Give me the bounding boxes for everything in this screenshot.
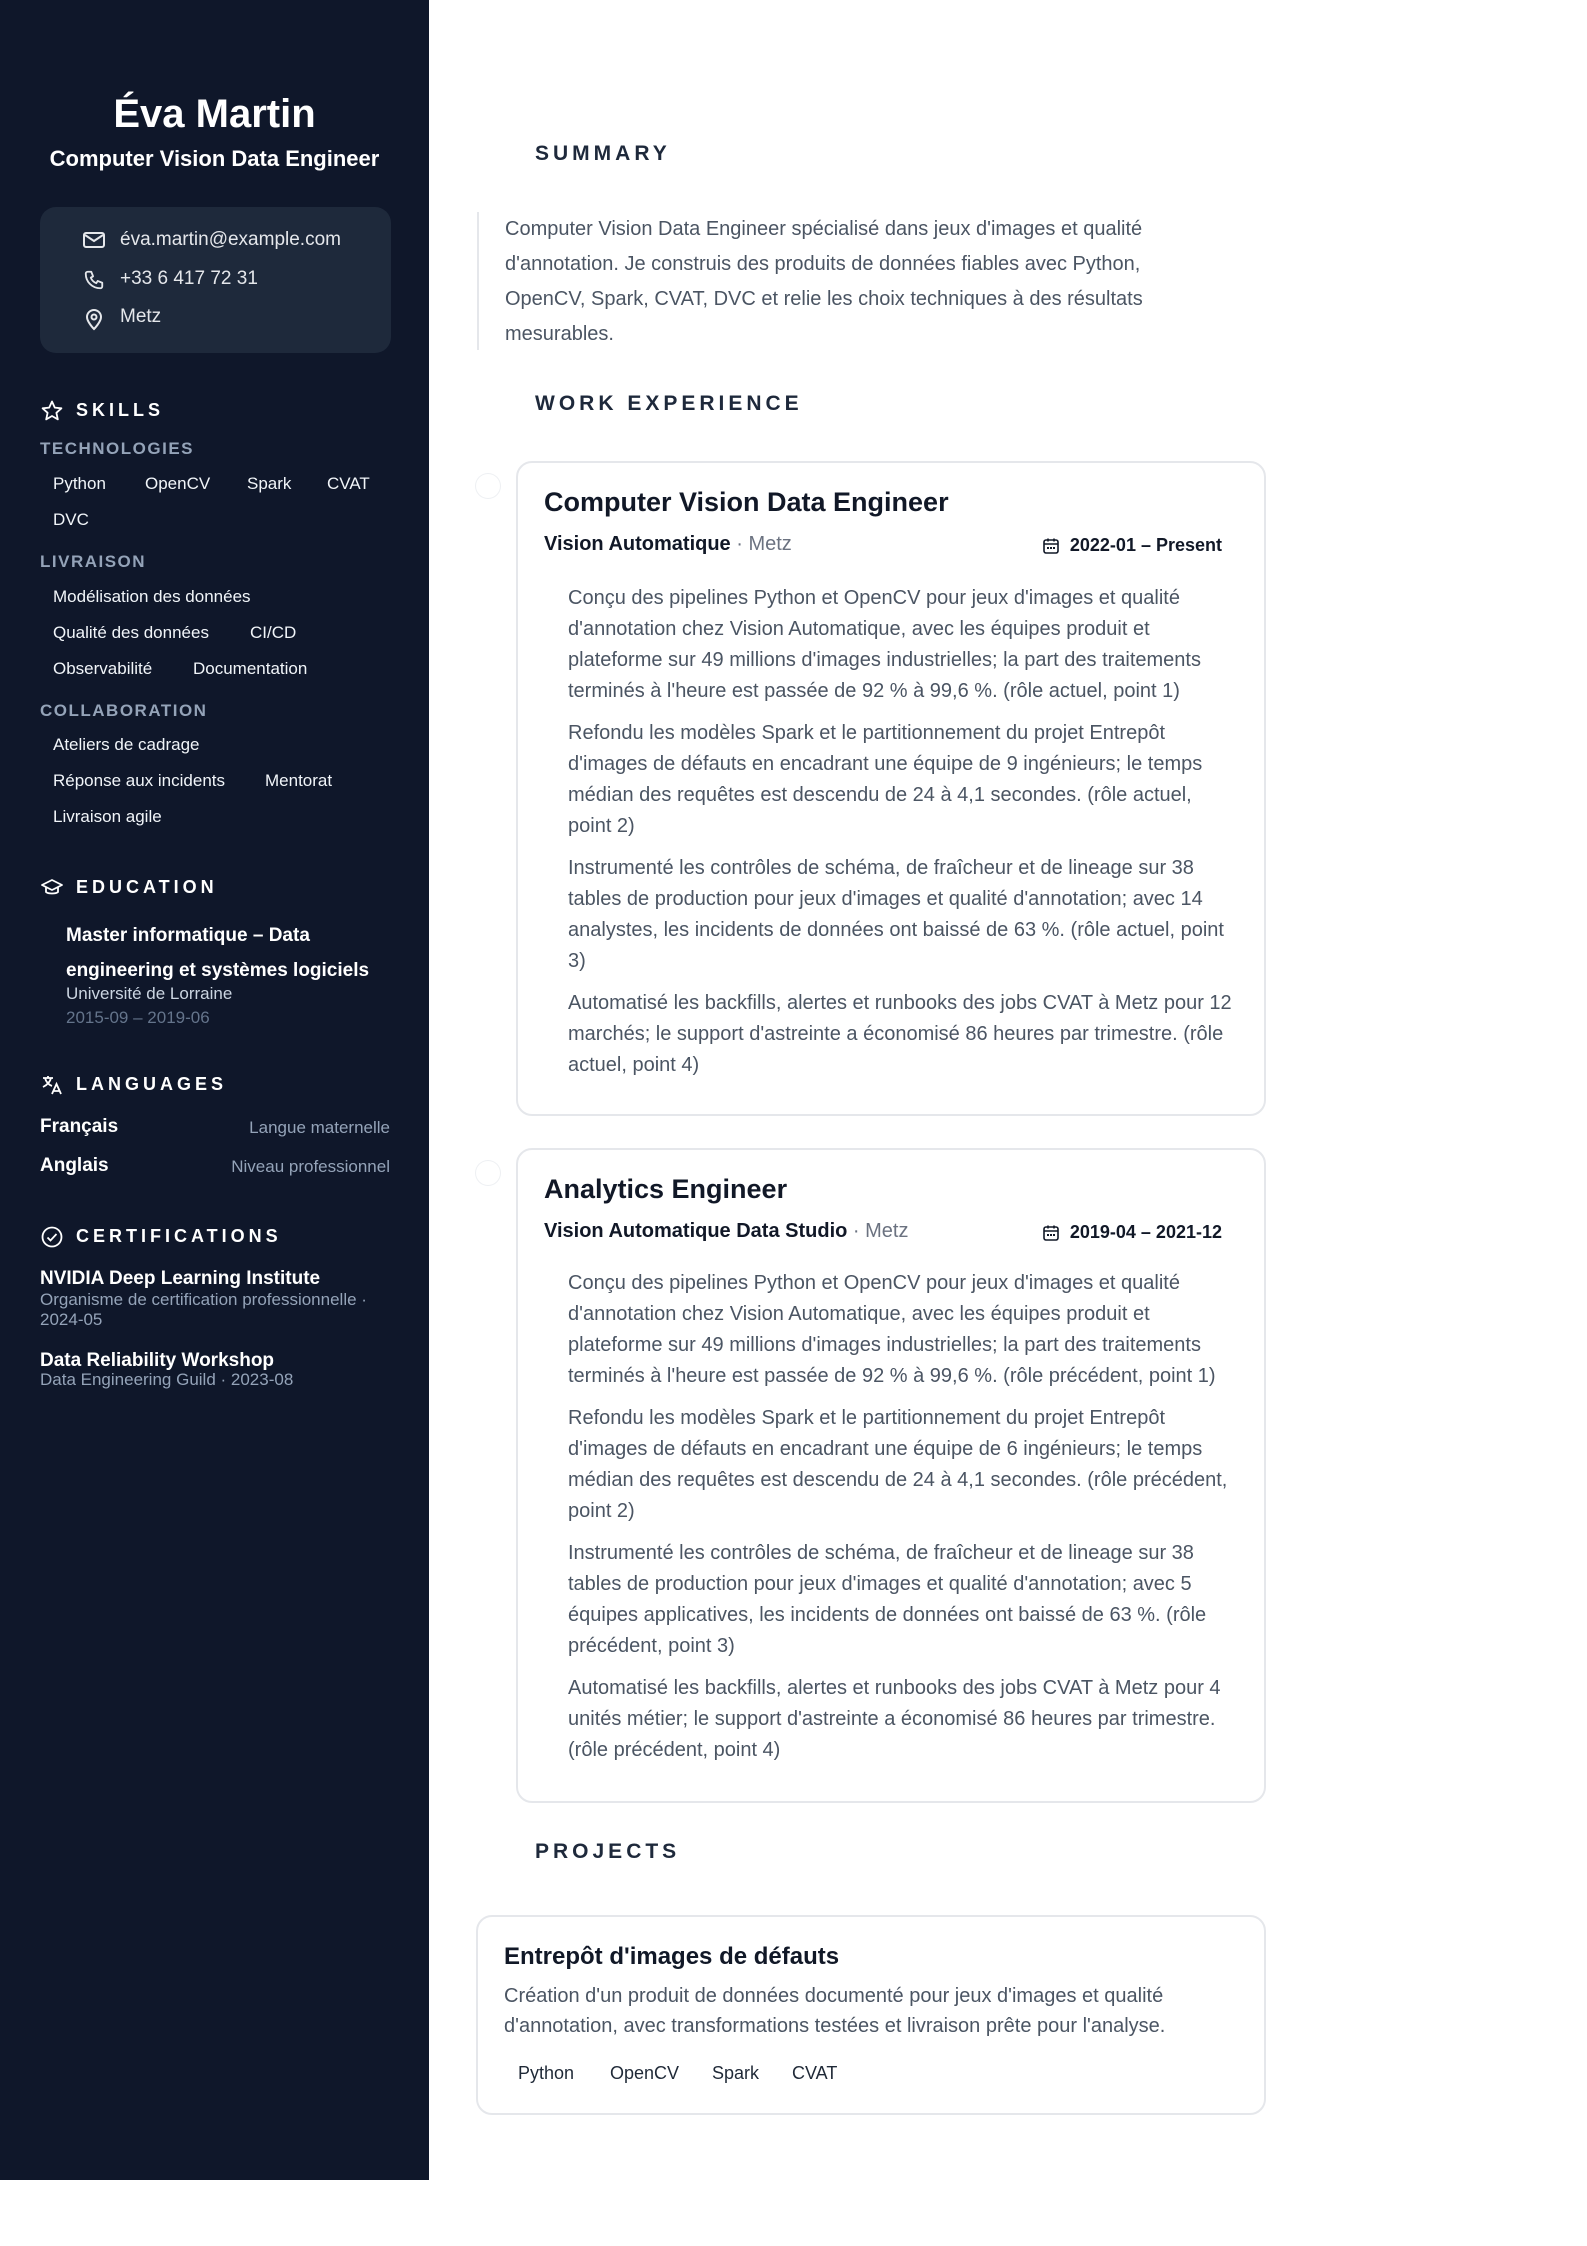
- star-icon: [40, 399, 64, 423]
- job-company-line: [544, 1220, 908, 1243]
- summary-text: Computer Vision Data Engineer spécialisé dans jeux d'images et qualité d'annotation. Je construis des produits de données fiables avec Python, OpenCV, Spark, CVAT, DVC et relie les choix techniques à des résultats mesurables.: [477, 212, 1217, 350]
- job-company: Vision Automatique: [544, 533, 731, 555]
- job-bullets: [568, 583, 1238, 1092]
- skill-group-label: TECHNOLOGIES: [40, 439, 195, 458]
- job-card: [516, 1148, 1266, 1803]
- skill-chip: OpenCV: [145, 474, 211, 493]
- certifications-heading: CERTIFICATIONS: [40, 1223, 282, 1249]
- project-tag: CVAT: [792, 2063, 838, 2083]
- sidebar: [0, 0, 429, 2180]
- summary-heading: SUMMARY: [535, 142, 671, 165]
- project-card: [476, 1915, 1266, 2115]
- check-circle-icon: [40, 1225, 64, 1249]
- education-school: Université de Lorraine: [66, 984, 233, 1003]
- phone-text: +33 6 417 72 31: [120, 268, 258, 289]
- skill-chip: Ateliers de cadrage: [53, 735, 200, 754]
- skill-chip: Python: [53, 474, 106, 493]
- certification-name: NVIDIA Deep Learning Institute: [40, 1268, 321, 1289]
- certification-name: Data Reliability Workshop: [40, 1350, 275, 1371]
- job-company-line: [544, 533, 792, 556]
- calendar-icon: [1042, 537, 1060, 555]
- graduation-cap-icon: [40, 876, 64, 900]
- project-tag: Spark: [712, 2063, 760, 2083]
- project-title: Entrepôt d'images de défauts: [504, 1943, 840, 1970]
- projects-heading: PROJECTS: [535, 1840, 681, 1863]
- job-role: Computer Vision Data Engineer: [544, 487, 949, 517]
- skill-chip: Livraison agile: [53, 807, 162, 826]
- certification-meta: Data Engineering Guild · 2023-08: [40, 1370, 294, 1389]
- certification-meta: Organisme de certification professionnelle · 2024-05: [40, 1290, 367, 1329]
- skill-chip: Spark: [247, 474, 292, 493]
- skills-heading: SKILLS: [40, 397, 164, 423]
- education-dates: 2015-09 – 2019-06: [66, 1008, 210, 1027]
- job-company: Vision Automatique Data Studio: [544, 1220, 848, 1242]
- job-bullet: Automatisé les backfills, alertes et runbooks des jobs CVAT à Metz pour 4 unités métier; le support d'astreinte a économisé 86 heures par trimestre. (rôle précédent, point 4): [568, 1677, 1221, 1761]
- job-bullet: Refondu les modèles Spark et le partitionnement du projet Entrepôt d'images de défauts en encadrant une équipe de 6 ingénieurs; le temps médian des requêtes est descendu de 24 à 4,1 secondes. (rôle précédent, point 2): [568, 1407, 1228, 1522]
- education-degree: Master informatique – Data engineering et systèmes logiciels: [66, 925, 370, 981]
- job-dates: 2022-01 – Present: [1042, 535, 1222, 556]
- skill-chip: Réponse aux incidents: [53, 771, 226, 790]
- job-role: Analytics Engineer: [544, 1174, 788, 1204]
- phone-icon: [82, 269, 106, 291]
- calendar-icon: [1042, 1224, 1060, 1242]
- skill-chip: CVAT: [327, 474, 370, 493]
- job-bullet: Instrumenté les contrôles de schéma, de fraîcheur et de lineage sur 38 tables de production pour jeux d'images et qualité d'annotation; avec 5 équipes applicatives, les incidents de données ont baissé de 63 %. (rôle précédent, point 3): [568, 1542, 1207, 1657]
- contact-email[interactable]: [84, 227, 341, 253]
- translate-icon: [40, 1073, 64, 1097]
- work-experience-heading: WORK EXPERIENCE: [535, 392, 803, 415]
- skill-group-label: LIVRAISON: [40, 552, 147, 571]
- contact-card: [40, 207, 391, 353]
- skill-chip: Mentorat: [265, 771, 333, 790]
- candidate-name: Éva Martin: [113, 92, 316, 136]
- skill-chip: Qualité des données: [53, 623, 209, 642]
- skill-chip: Observabilité: [53, 659, 153, 678]
- job-bullet: Refondu les modèles Spark et le partitionnement du projet Entrepôt d'images de défauts en encadrant une équipe de 9 ingénieurs; le temps médian des requêtes est descendu de 24 à 4,1 secondes. (rôle actuel, point 2): [568, 722, 1203, 837]
- timeline-dot: [476, 1161, 500, 1185]
- job-bullet: Conçu des pipelines Python et OpenCV pour jeux d'images et qualité d'annotation chez Vision Automatique, avec les équipes produit et plateforme sur 49 millions d'images industrielles; la part des traitements terminés à l'heure est passée de 92 % à 99,6 %. (rôle précédent, point 1): [568, 1272, 1216, 1387]
- project-description: Création d'un produit de données documenté pour jeux d'images et qualité d'annotation, avec transformations testées et livraison prête pour l'analyse.: [504, 1985, 1166, 2037]
- candidate-title: Computer Vision Data Engineer: [49, 146, 380, 171]
- language-level: Niveau professionnel: [231, 1157, 390, 1176]
- contact-location: [84, 304, 161, 330]
- job-bullet: Automatisé les backfills, alertes et runbooks des jobs CVAT à Metz pour 12 marchés; le support d'astreinte a économisé 86 heures par trimestre. (rôle actuel, point 4): [568, 992, 1232, 1076]
- skill-chip: DVC: [53, 510, 89, 529]
- email-text: éva.martin@example.com: [120, 229, 341, 250]
- skill-chip: Documentation: [193, 659, 308, 678]
- job-dates: 2019-04 – 2021-12: [1042, 1222, 1222, 1243]
- skill-chip: Modélisation des données: [53, 587, 251, 606]
- map-pin-icon: [82, 307, 106, 331]
- education-heading: EDUCATION: [40, 874, 218, 900]
- language-name: Anglais: [40, 1155, 109, 1176]
- project-tag: OpenCV: [610, 2063, 680, 2083]
- job-bullet: Instrumenté les contrôles de schéma, de fraîcheur et de lineage sur 38 tables de production pour jeux d'images et qualité d'annotation; avec 14 analystes, les incidents de données ont baissé de 63 %. (rôle actuel, point 3): [568, 857, 1224, 972]
- skill-chip: CI/CD: [250, 623, 297, 642]
- location-text: Metz: [120, 306, 162, 327]
- languages-heading: LANGUAGES: [40, 1071, 227, 1097]
- job-location: · Metz: [852, 1220, 909, 1242]
- job-bullet: Conçu des pipelines Python et OpenCV pour jeux d'images et qualité d'annotation chez Vision Automatique, avec les équipes produit et plateforme sur 49 millions d'images industrielles; la part des traitements terminés à l'heure est passée de 92 % à 99,6 %. (rôle actuel, point 1): [568, 587, 1201, 702]
- job-bullets: [568, 1268, 1238, 1777]
- skill-group-label: COLLABORATION: [40, 701, 208, 720]
- contact-phone[interactable]: [84, 266, 258, 292]
- job-location: · Metz: [736, 533, 792, 555]
- timeline-dot: [476, 474, 500, 498]
- mail-icon: [82, 230, 106, 250]
- job-card: [516, 461, 1266, 1116]
- language-level: Langue maternelle: [249, 1118, 390, 1137]
- language-name: Français: [40, 1116, 119, 1137]
- project-tag: Python: [518, 2063, 575, 2083]
